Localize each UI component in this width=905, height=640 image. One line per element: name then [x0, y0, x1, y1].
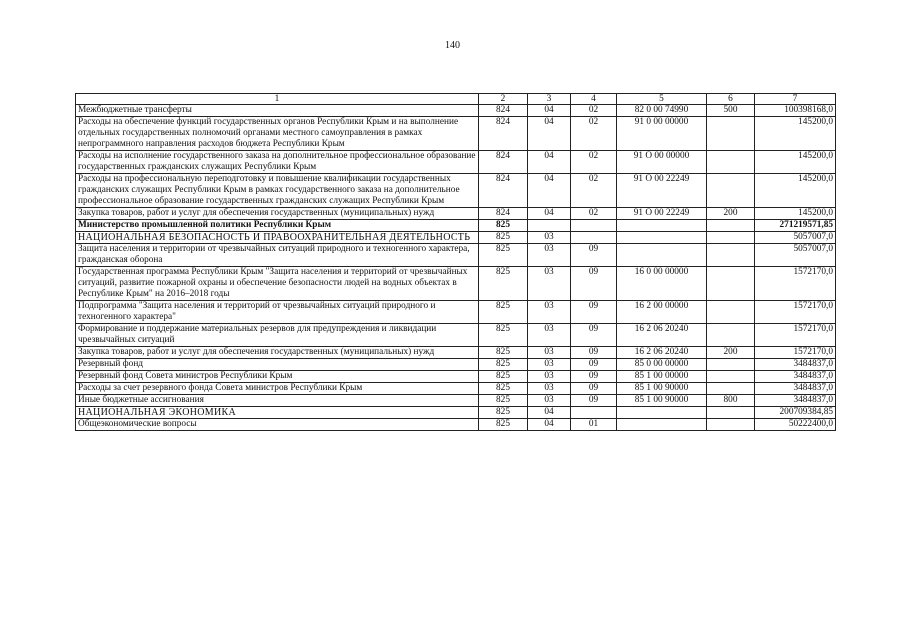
- table-row: [76, 324, 836, 347]
- expense-type-cell: [707, 267, 755, 301]
- item-name-cell: НАЦИОНАЛЬНАЯ БЕЗОПАСНОСТЬ И ПРАВООХРАНИТЕЛЬНАЯ ДЕЯТЕЛЬНОСТЬ: [76, 232, 479, 244]
- subsection-code-cell: [571, 220, 617, 232]
- subsection-code-cell: 02: [571, 151, 617, 174]
- expense-type-cell: [707, 407, 755, 419]
- expense-type-cell: [707, 324, 755, 347]
- expense-type-cell: [707, 359, 755, 371]
- column-header: 4: [571, 94, 617, 105]
- subsection-code-cell: 09: [571, 359, 617, 371]
- section-code-cell: 04: [528, 151, 571, 174]
- item-name-cell: Иные бюджетные ассигнования: [76, 395, 479, 407]
- table-row: [76, 208, 836, 220]
- table-row: [76, 419, 836, 431]
- subsection-code-cell: 09: [571, 267, 617, 301]
- expense-type-cell: [707, 220, 755, 232]
- column-header: 7: [755, 94, 836, 105]
- subsection-code-cell: 02: [571, 208, 617, 220]
- gr-code-cell: 824: [479, 117, 528, 151]
- expense-type-cell: [707, 232, 755, 244]
- table-row: [76, 267, 836, 301]
- amount-cell: 271219571,85: [755, 220, 836, 232]
- table-row: [76, 105, 836, 117]
- item-name-cell: НАЦИОНАЛЬНАЯ ЭКОНОМИКА: [76, 407, 479, 419]
- section-code-cell: 03: [528, 347, 571, 359]
- amount-cell: 3484837,0: [755, 359, 836, 371]
- gr-code-cell: 825: [479, 383, 528, 395]
- target-article-cell: [617, 220, 707, 232]
- table-row: [76, 407, 836, 419]
- gr-code-cell: 824: [479, 151, 528, 174]
- expense-type-cell: [707, 174, 755, 208]
- subsection-code-cell: 09: [571, 324, 617, 347]
- target-article-cell: 85 1 00 90000: [617, 383, 707, 395]
- table-row: [76, 232, 836, 244]
- amount-cell: 1572170,0: [755, 267, 836, 301]
- section-code-cell: 03: [528, 359, 571, 371]
- subsection-code-cell: 02: [571, 105, 617, 117]
- target-article-cell: 85 1 00 90000: [617, 395, 707, 407]
- subsection-code-cell: [571, 232, 617, 244]
- amount-cell: 145200,0: [755, 151, 836, 174]
- section-code-cell: 03: [528, 244, 571, 267]
- target-article-cell: 16 2 06 20240: [617, 347, 707, 359]
- amount-cell: 50222400,0: [755, 419, 836, 431]
- amount-cell: 145200,0: [755, 117, 836, 151]
- table-row: [76, 174, 836, 208]
- gr-code-cell: 825: [479, 267, 528, 301]
- expense-type-cell: [707, 244, 755, 267]
- expense-type-cell: [707, 419, 755, 431]
- target-article-cell: 16 2 06 20240: [617, 324, 707, 347]
- section-code-cell: 03: [528, 301, 571, 324]
- item-name-cell: Закупка товаров, работ и услуг для обеспечения государственных (муниципальных) нужд: [76, 208, 479, 220]
- item-name-cell: Общеэкономические вопросы: [76, 419, 479, 431]
- table-row: [76, 151, 836, 174]
- gr-code-cell: 825: [479, 395, 528, 407]
- item-name-cell: Министерство промышленной политики Республики Крым: [76, 220, 479, 232]
- section-code-cell: 03: [528, 395, 571, 407]
- subsection-code-cell: [571, 407, 617, 419]
- section-code-cell: 03: [528, 324, 571, 347]
- expense-type-cell: [707, 117, 755, 151]
- amount-cell: 145200,0: [755, 208, 836, 220]
- target-article-cell: 91 О 00 22249: [617, 208, 707, 220]
- target-article-cell: 85 1 00 00000: [617, 371, 707, 383]
- item-name-cell: Резервный фонд Совета министров Республики Крым: [76, 371, 479, 383]
- target-article-cell: 91 0 00 00000: [617, 117, 707, 151]
- expense-type-cell: 500: [707, 105, 755, 117]
- amount-cell: 1572170,0: [755, 347, 836, 359]
- subsection-code-cell: 09: [571, 383, 617, 395]
- item-name-cell: Формирование и поддержание материальных резервов для предупреждения и ликвидации чрезвычайных ситуаций: [76, 324, 479, 347]
- table-row: [76, 117, 836, 151]
- column-number-row: [76, 94, 836, 105]
- amount-cell: 5057007,0: [755, 232, 836, 244]
- target-article-cell: 85 0 00 00000: [617, 359, 707, 371]
- section-code-cell: 04: [528, 208, 571, 220]
- gr-code-cell: 825: [479, 407, 528, 419]
- amount-cell: 100398168,0: [755, 105, 836, 117]
- section-code-cell: 03: [528, 371, 571, 383]
- subsection-code-cell: 09: [571, 244, 617, 267]
- table-row: [76, 347, 836, 359]
- item-name-cell: Защита населения и территории от чрезвычайных ситуаций природного и техногенного характера, гражданская оборона: [76, 244, 479, 267]
- gr-code-cell: 824: [479, 105, 528, 117]
- section-code-cell: [528, 220, 571, 232]
- section-code-cell: 04: [528, 174, 571, 208]
- target-article-cell: 82 0 00 74990: [617, 105, 707, 117]
- table-row: [76, 359, 836, 371]
- expense-type-cell: 200: [707, 208, 755, 220]
- expense-type-cell: [707, 151, 755, 174]
- expense-type-cell: 800: [707, 395, 755, 407]
- subsection-code-cell: 02: [571, 117, 617, 151]
- target-article-cell: 16 2 00 00000: [617, 301, 707, 324]
- subsection-code-cell: 09: [571, 301, 617, 324]
- item-name-cell: Расходы на обеспечение функций государственных органов Республики Крым и на выполнение отдельных государственных полномочий органами местного самоуправления в рамках непрограммного направления расходов бюджета Республики Крым: [76, 117, 479, 151]
- table-row: [76, 244, 836, 267]
- item-name-cell: Расходы на исполнение государственного заказа на дополнительное профессиональное образование государственных гражданских служащих Республики Крым: [76, 151, 479, 174]
- gr-code-cell: 825: [479, 347, 528, 359]
- expense-type-cell: 200: [707, 347, 755, 359]
- target-article-cell: [617, 407, 707, 419]
- subsection-code-cell: 09: [571, 395, 617, 407]
- item-name-cell: Межбюджетные трансферты: [76, 105, 479, 117]
- amount-cell: 200709384,85: [755, 407, 836, 419]
- target-article-cell: [617, 232, 707, 244]
- item-name-cell: Государственная программа Республики Крым "Защита населения и территорий от чрезвычайных ситуаций, развитие пожарной охраны и обеспечение безопасности людей на водных объектах в Республике Крым" на 2016–2018 годы: [76, 267, 479, 301]
- item-name-cell: Расходы на профессиональную переподготовку и повышение квалификации государственных гражданских служащих Республики Крым в рамках государственного заказа на дополнительное профессиональное образование государственных гражданских служащих Республики Крым: [76, 174, 479, 208]
- table-row: [76, 301, 836, 324]
- table-row: [76, 371, 836, 383]
- section-code-cell: 04: [528, 407, 571, 419]
- item-name-cell: Закупка товаров, работ и услуг для обеспечения государственных (муниципальных) нужд: [76, 347, 479, 359]
- gr-code-cell: 824: [479, 174, 528, 208]
- amount-cell: 5057007,0: [755, 244, 836, 267]
- subsection-code-cell: 02: [571, 174, 617, 208]
- amount-cell: 1572170,0: [755, 301, 836, 324]
- table-row: [76, 220, 836, 232]
- column-header: 6: [707, 94, 755, 105]
- gr-code-cell: 825: [479, 301, 528, 324]
- column-header: 1: [76, 94, 479, 105]
- table-row: [76, 395, 836, 407]
- gr-code-cell: 825: [479, 371, 528, 383]
- gr-code-cell: 825: [479, 324, 528, 347]
- subsection-code-cell: 01: [571, 419, 617, 431]
- target-article-cell: 91 О 00 22249: [617, 174, 707, 208]
- section-code-cell: 04: [528, 419, 571, 431]
- section-code-cell: 03: [528, 232, 571, 244]
- item-name-cell: Расходы за счет резервного фонда Совета министров Республики Крым: [76, 383, 479, 395]
- gr-code-cell: 825: [479, 220, 528, 232]
- target-article-cell: 16 0 00 00000: [617, 267, 707, 301]
- gr-code-cell: 825: [479, 419, 528, 431]
- amount-cell: 1572170,0: [755, 324, 836, 347]
- gr-code-cell: 825: [479, 232, 528, 244]
- amount-cell: 3484837,0: [755, 371, 836, 383]
- item-name-cell: Подпрограмма "Защита населения и территорий от чрезвычайных ситуаций природного и техногенного характера": [76, 301, 479, 324]
- section-code-cell: 04: [528, 117, 571, 151]
- subsection-code-cell: 09: [571, 347, 617, 359]
- gr-code-cell: 824: [479, 208, 528, 220]
- expense-type-cell: [707, 301, 755, 324]
- table-row: [76, 383, 836, 395]
- item-name-cell: Резервный фонд: [76, 359, 479, 371]
- target-article-cell: [617, 419, 707, 431]
- amount-cell: 3484837,0: [755, 383, 836, 395]
- target-article-cell: [617, 244, 707, 267]
- subsection-code-cell: 09: [571, 371, 617, 383]
- budget-table: [75, 93, 836, 431]
- section-code-cell: 04: [528, 105, 571, 117]
- gr-code-cell: 825: [479, 359, 528, 371]
- section-code-cell: 03: [528, 383, 571, 395]
- gr-code-cell: 825: [479, 244, 528, 267]
- amount-cell: 145200,0: [755, 174, 836, 208]
- amount-cell: 3484837,0: [755, 395, 836, 407]
- expense-type-cell: [707, 371, 755, 383]
- section-code-cell: 03: [528, 267, 571, 301]
- budget-table-body: [76, 94, 836, 431]
- column-header: 5: [617, 94, 707, 105]
- column-header: 2: [479, 94, 528, 105]
- target-article-cell: 91 О 00 00000: [617, 151, 707, 174]
- page-number: 140: [445, 40, 460, 51]
- column-header: 3: [528, 94, 571, 105]
- expense-type-cell: [707, 383, 755, 395]
